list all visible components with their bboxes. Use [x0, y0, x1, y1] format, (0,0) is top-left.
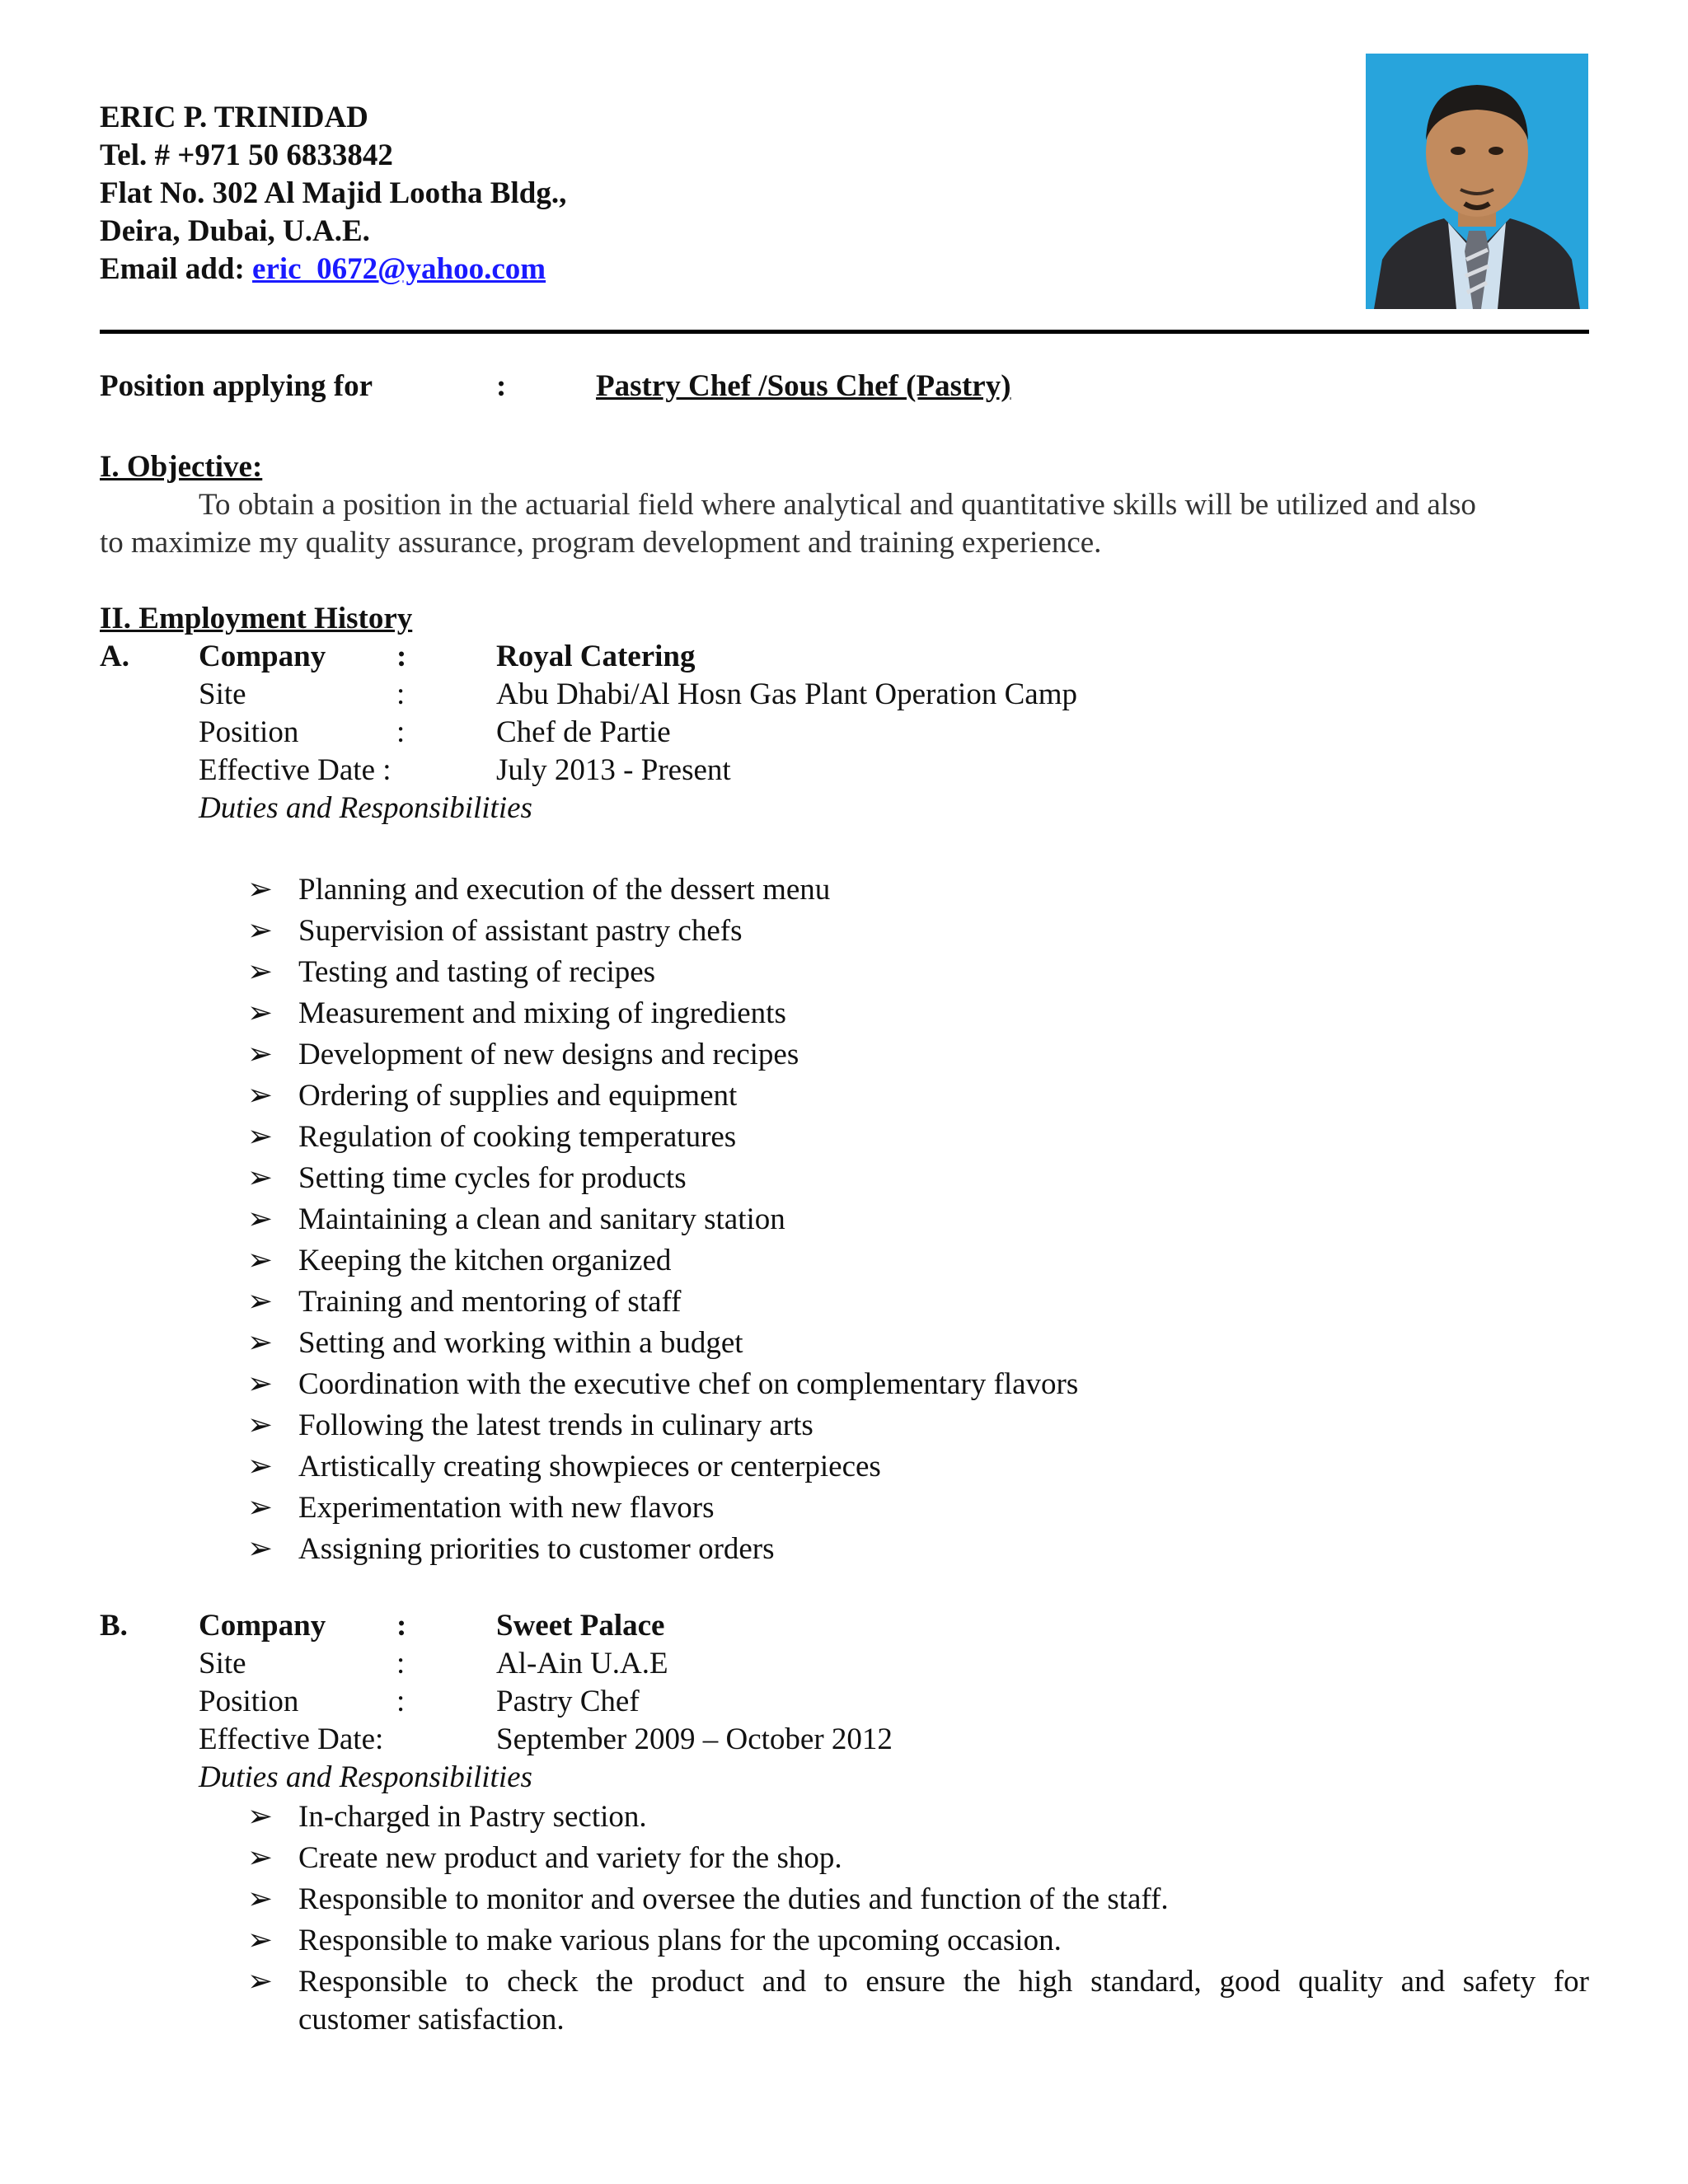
bullet-arrow-icon: ➢ — [247, 1367, 274, 1401]
bullet-arrow-icon: ➢ — [247, 1120, 274, 1154]
duty-item: Responsible to monitor and oversee the duties and function of the staff. — [298, 1882, 1169, 1916]
bullet-arrow-icon: ➢ — [247, 1965, 274, 1999]
email-label: Email add: — [100, 252, 245, 286]
duty-item: Planning and execution of the dessert menu — [298, 873, 831, 907]
job-b-site-label: Site — [199, 1647, 246, 1680]
bullet-arrow-icon: ➢ — [247, 1450, 274, 1483]
job-a-position-colon: : — [396, 715, 406, 749]
duty-item: Supervision of assistant pastry chefs — [298, 914, 743, 948]
job-a-letter: A. — [100, 640, 129, 673]
bullet-arrow-icon: ➢ — [247, 914, 274, 948]
job-b-duties-title: Duties and Responsibilities — [199, 1760, 532, 1794]
job-a-site-label: Site — [199, 677, 246, 711]
job-b-company-colon: : — [396, 1609, 407, 1643]
duty-item: Responsible to make various plans for the upcoming occasion. — [298, 1924, 1062, 1957]
address-line-1: Flat No. 302 Al Majid Lootha Bldg., — [100, 176, 567, 210]
duty-item: Training and mentoring of staff — [298, 1285, 682, 1319]
duty-item: Keeping the kitchen organized — [298, 1244, 672, 1277]
job-b-position-label: Position — [199, 1685, 299, 1718]
bullet-arrow-icon: ➢ — [247, 1161, 274, 1195]
job-a-duties-title: Duties and Responsibilities — [199, 791, 532, 825]
objective-line-1: To obtain a position in the actuarial field where analytical and quantitative skills will be utilized and also — [199, 488, 1476, 522]
bullet-arrow-icon: ➢ — [247, 1285, 274, 1319]
bullet-arrow-icon: ➢ — [247, 1038, 274, 1071]
employment-title: II. Employment History — [100, 602, 413, 635]
bullet-arrow-icon: ➢ — [247, 1924, 274, 1957]
duty-item: Experimentation with new flavors — [298, 1491, 715, 1525]
duty-item: Development of new designs and recipes — [298, 1038, 799, 1071]
duty-item: customer satisfaction. — [298, 2003, 565, 2036]
job-a-company: Royal Catering — [496, 640, 696, 673]
duty-item: Ordering of supplies and equipment — [298, 1079, 738, 1113]
duty-item: Measurement and mixing of ingredients — [298, 996, 786, 1030]
duty-item: Setting and working within a budget — [298, 1326, 743, 1360]
job-b-site-colon: : — [396, 1647, 406, 1680]
job-b-letter: B. — [100, 1609, 128, 1643]
job-b-company: Sweet Palace — [496, 1609, 665, 1643]
telephone: Tel. # +971 50 6833842 — [100, 138, 393, 172]
header-divider — [100, 330, 1589, 334]
job-a-position: Chef de Partie — [496, 715, 671, 749]
duty-item: In-charged in Pastry section. — [298, 1800, 647, 1834]
job-a-company-colon: : — [396, 640, 407, 673]
bullet-arrow-icon: ➢ — [247, 1491, 274, 1525]
email-row — [100, 251, 546, 288]
job-b-position-colon: : — [396, 1685, 406, 1718]
bullet-arrow-icon: ➢ — [247, 1408, 274, 1442]
bullet-arrow-icon: ➢ — [247, 1841, 274, 1875]
duty-item: Assigning priorities to customer orders — [298, 1532, 775, 1566]
duty-item: Artistically creating showpieces or centerpieces — [298, 1450, 881, 1483]
bullet-arrow-icon: ➢ — [247, 1202, 274, 1236]
job-a-date: July 2013 - Present — [496, 753, 731, 787]
bullet-arrow-icon: ➢ — [247, 1882, 274, 1916]
job-b-date-label: Effective Date: — [199, 1722, 384, 1756]
job-b-site: Al-Ain U.A.E — [496, 1647, 668, 1680]
duty-item: Maintaining a clean and sanitary station — [298, 1202, 785, 1236]
job-a-company-label: Company — [199, 640, 326, 673]
job-b-company-label: Company — [199, 1609, 326, 1643]
bullet-arrow-icon: ➢ — [247, 996, 274, 1030]
job-b-position: Pastry Chef — [496, 1685, 640, 1718]
duty-item: Coordination with the executive chef on complementary flavors — [298, 1367, 1079, 1401]
objective-title: I. Objective: — [100, 450, 263, 484]
bullet-arrow-icon: ➢ — [247, 1326, 274, 1360]
bullet-arrow-icon: ➢ — [247, 955, 274, 989]
job-a-position-label: Position — [199, 715, 299, 749]
address-line-2: Deira, Dubai, U.A.E. — [100, 214, 370, 248]
position-colon: : — [496, 369, 507, 403]
position-label: Position applying for — [100, 369, 373, 403]
email-link[interactable]: eric_0672@yahoo.com — [252, 252, 546, 286]
duty-item: Create new product and variety for the shop. — [298, 1841, 842, 1875]
applicant-name: ERIC P. TRINIDAD — [100, 101, 368, 134]
bullet-arrow-icon: ➢ — [247, 1244, 274, 1277]
job-a-site: Abu Dhabi/Al Hosn Gas Plant Operation Camp — [496, 677, 1077, 711]
bullet-arrow-icon: ➢ — [247, 1800, 274, 1834]
position-value: Pastry Chef /Sous Chef (Pastry) — [596, 369, 1011, 403]
duty-item: Regulation of cooking temperatures — [298, 1120, 737, 1154]
duty-item: Responsible to check the product and to ensure the high standard, good quality and safety for — [298, 1965, 1589, 1999]
duty-item: Setting time cycles for products — [298, 1161, 687, 1195]
objective-line-2: to maximize my quality assurance, program development and training experience. — [100, 526, 1102, 560]
bullet-arrow-icon: ➢ — [247, 873, 274, 907]
job-b-date: September 2009 – October 2012 — [496, 1722, 893, 1756]
job-a-date-label: Effective Date : — [199, 753, 392, 787]
duty-item: Testing and tasting of recipes — [298, 955, 656, 989]
bullet-arrow-icon: ➢ — [247, 1532, 274, 1566]
job-a-site-colon: : — [396, 677, 406, 711]
duty-item: Following the latest trends in culinary arts — [298, 1408, 814, 1442]
bullet-arrow-icon: ➢ — [247, 1079, 274, 1113]
applicant-photo — [1366, 54, 1588, 309]
